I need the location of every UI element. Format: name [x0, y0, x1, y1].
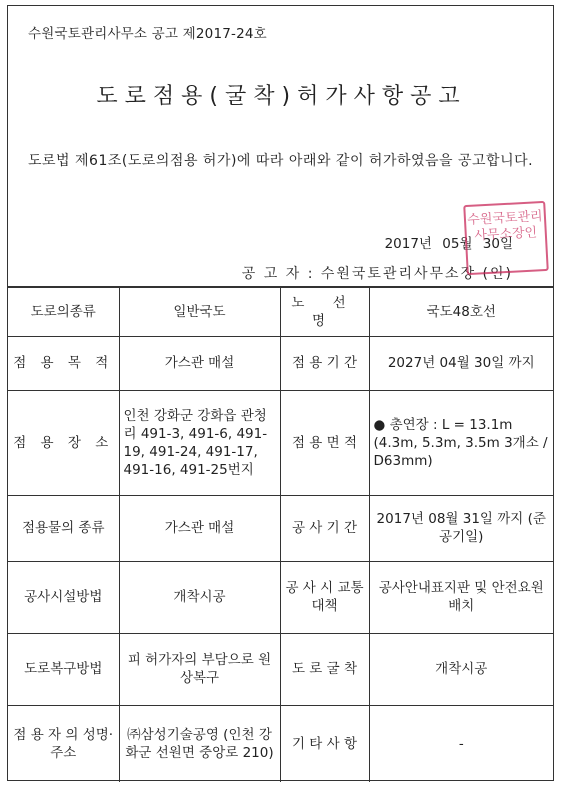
construction-period-label: 공 사 기 간: [280, 495, 369, 561]
table-row: [8, 495, 553, 561]
table-row: [8, 390, 553, 495]
traffic-measures-value: 공사안내표지판 및 안전요원배치: [369, 561, 553, 633]
excavation-value: 개착시공: [369, 633, 553, 705]
table-row: [8, 561, 553, 633]
period-value: 2027년 04월 30일 까지: [369, 336, 553, 390]
notice-body: 도로법 제61조(도로의점용 허가)에 따라 아래와 같이 허가하였음을 공고합니다.: [28, 153, 534, 169]
table-row: [8, 705, 553, 782]
traffic-measures-label: 공 사 시 교통대책: [280, 561, 369, 633]
occupant-label: 점 용 자 의 성명·주소: [8, 705, 119, 782]
public-notice-document: [7, 5, 554, 781]
table-row: [8, 336, 553, 390]
area-value: ● 총연장 : L = 13.1m (4.3m, 5.3m, 3.5m 3개소 / D63mm): [369, 390, 553, 495]
construction-method-value: 개착시공: [119, 561, 280, 633]
document-title: 도로점용(굴착)허가사항공고: [96, 84, 467, 109]
permit-details-table: [8, 286, 553, 782]
notice-issuer: 공 고 자 : 수원국토관리사무소장 (인): [241, 266, 513, 282]
road-type-value: 일반국도: [119, 287, 280, 336]
construction-period-value: 2017년 08월 31일 까지 (준공기일): [369, 495, 553, 561]
construction-method-label: 공사시설방법: [8, 561, 119, 633]
route-name-label: 노 선 명: [280, 287, 369, 336]
official-seal-stamp: 수원국토관리사무소장인: [463, 201, 549, 275]
location-value: 인천 강화군 강화읍 관청리 491-3, 491-6, 491-19, 491-24, 491-17, 491-16, 491-25번지: [119, 390, 280, 495]
area-label: 점 용 면 적: [280, 390, 369, 495]
notice-date: 2017년 05월 30일: [384, 236, 513, 252]
restoration-value: 피 허가자의 부담으로 원상복구: [119, 633, 280, 705]
object-type-label: 점용물의 종류: [8, 495, 119, 561]
other-label: 기 타 사 항: [280, 705, 369, 782]
other-value: -: [369, 705, 553, 782]
occupant-value: ㈜삼성기술공영 (인천 강화군 선원면 중앙로 210): [119, 705, 280, 782]
restoration-label: 도로복구방법: [8, 633, 119, 705]
period-label: 점 용 기 간: [280, 336, 369, 390]
purpose-value: 가스관 매설: [119, 336, 280, 390]
purpose-label: 점 용 목 적: [8, 336, 119, 390]
route-name-value: 국도48호선: [369, 287, 553, 336]
location-label: 점 용 장 소: [8, 390, 119, 495]
road-type-label: 도로의종류: [8, 287, 119, 336]
table-row: [8, 287, 553, 336]
object-type-value: 가스관 매설: [119, 495, 280, 561]
table-row: [8, 633, 553, 705]
notice-number: 수원국토관리사무소 공고 제2017-24호: [28, 26, 267, 42]
excavation-label: 도 로 굴 착: [280, 633, 369, 705]
